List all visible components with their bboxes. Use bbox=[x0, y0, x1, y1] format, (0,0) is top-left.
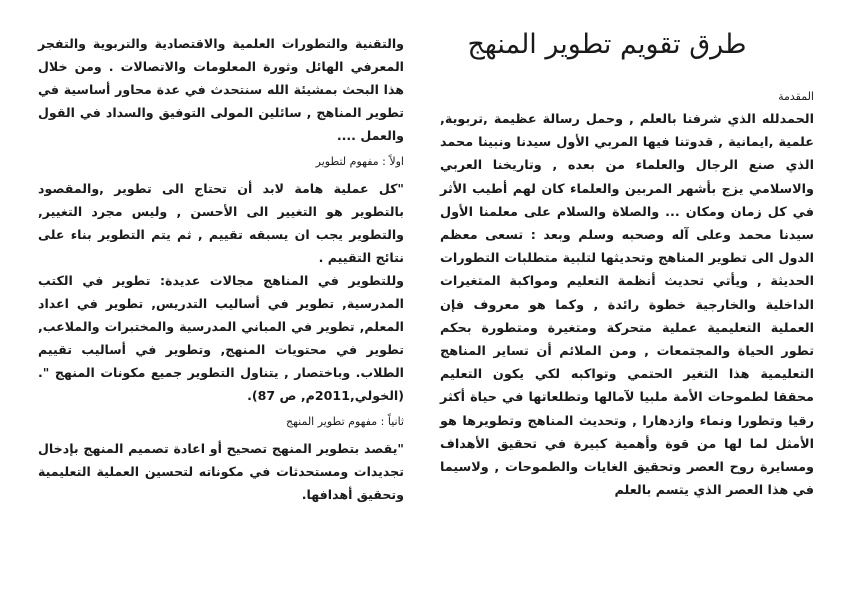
intro-heading: المقدمة bbox=[778, 90, 814, 103]
document-title: طرق تقويم تطوير المنهج bbox=[467, 29, 747, 60]
section2-heading: ثانياً : مفهوم تطوير المنهج bbox=[285, 415, 404, 428]
section1-quote: "كل عملية هامة لابد أن تحتاج الى تطوير ,والمقصود بالتطوير هو التغيير الى الأحسن , وليس مجرد التغيير, والتطوير يجب ان يسبقه تقييم , ثم يتم التطوير بناء على نتائج التقييم . bbox=[38, 181, 404, 265]
intro-paragraph: الحمدلله الذي شرفنا بالعلم , وحمل رسالة عظيمة ,تربوية, علمية ,ايمانية , قدوتنا فيها المربي الأول سيدنا ونبينا محمد الذي صنع الرجال والعلماء من بعده , وتاريخنا العربي والاسلامي يزج بأشهر المربين والعلماء كان لهم أطيب الأثر في كل زمان ومكان ... والصلاة والسلام على معلمنا الأول سيدنا محمد وعلى آله وصحبه وسلم وبعد : تسعى معظم الدول الى تطوير المناهج وتحديثها لتلبية متطلبات التطورات الحديثة , ويأتي تحديث أنظمة التعليم ومواكبة المتغيرات الداخلية والخارجية خطوة رائدة , وكما هو معروف فإن العملية التعليمية عملية متحركة ومتغيرة ومتطورة بحكم تطور الحياة والمجتمعات , ومن الملائم أن تساير المناهج التعليمية هذا التغير الحتمي وتواكبه لكي يكون التعليم محققا لطموحات الأمة ملبيا لآمالها وتطلعاتها في حياة أكثر رقيا وتطورا ونماء وازدهارا , وتحديث المناهج وتطويرها هو الأمثل لما لها من قوة وأهمية كبيرة في تحقيق الأهداف ومسايرة روح العصر وتحقيق الغايات والطموحات , ولاسيما في هذا العصر الذي يتسم بالعلم bbox=[440, 112, 814, 499]
section1-paragraph: وللتطوير في المناهج مجالات عديدة: تطوير في الكتب المدرسية, تطوير في أساليب التدريس, تطوير في اعداد المعلم, تطوير في المباني المدرسية والمختبرات والملاعب, تطوير في محتويات المنهج, وتطوير في أساليب تقييم الطلاب. وباختصار , يتناول التطوير جميع مكونات المنهج ". (الخولي,2011م, ص 87). bbox=[38, 273, 404, 403]
left-column bbox=[38, 32, 404, 506]
continuation-paragraph: والتقنية والتطورات العلمية والاقتصادية والتربوية والتفجر المعرفي الهائل وثورة المعلومات والاتصالات . ومن خلال هذا البحث بمشيئة الله سنتحدث في عدة محاور أساسية في تطوير المناهج , سائلين المولى التوفيق والسداد في القول والعمل .... bbox=[38, 36, 404, 143]
right-column bbox=[440, 28, 814, 502]
section1-heading: اولاً : مفهوم لتطوير bbox=[315, 155, 404, 168]
section2-quote: "يقصد بتطوير المنهج تصحيح أو اعادة تصميم المنهج بإدخال تجديدات ومستحدثات في مكوناته لتحسين العملية التعليمية وتحقيق أهدافها. bbox=[38, 441, 404, 502]
